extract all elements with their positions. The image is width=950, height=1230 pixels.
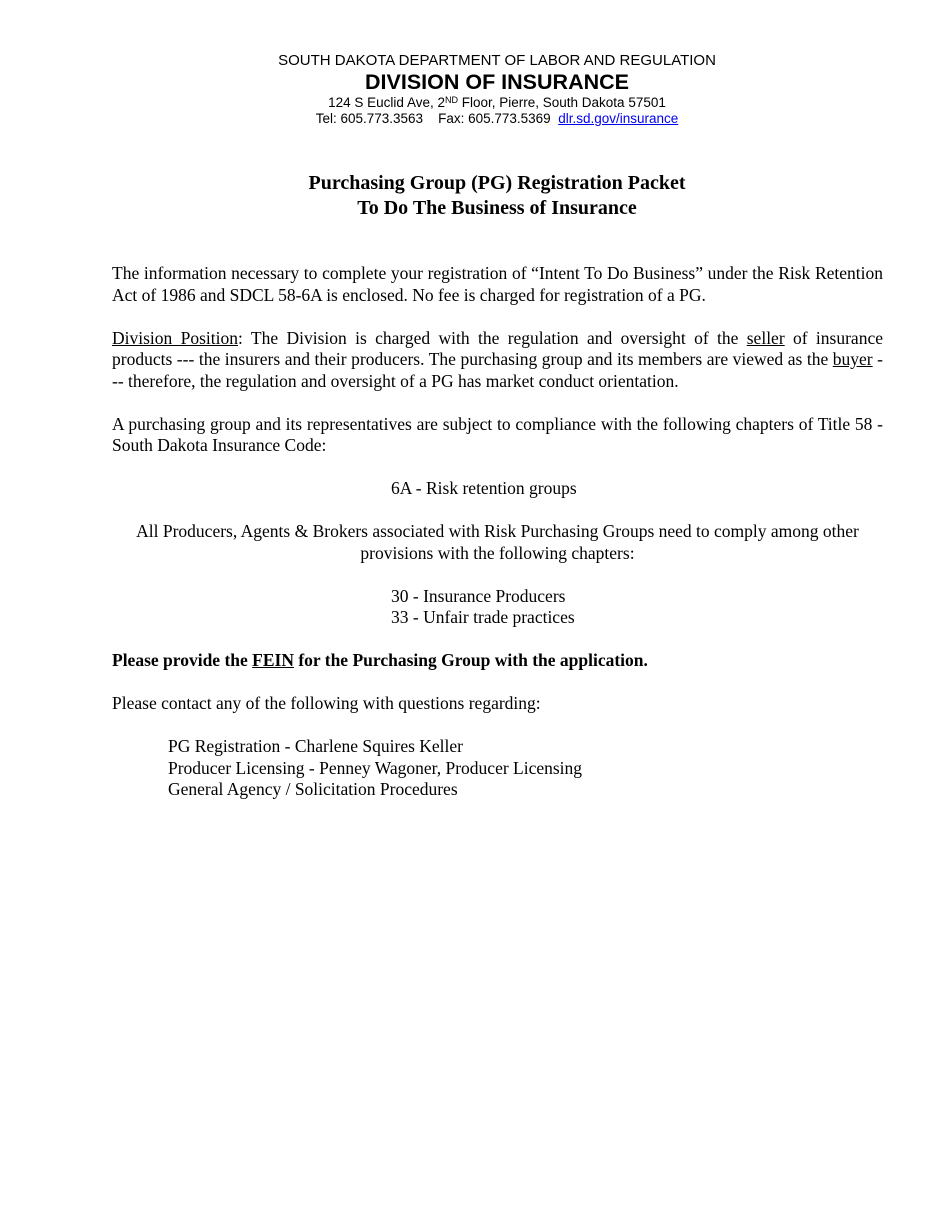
- seller-term: seller: [746, 327, 785, 348]
- contact-list: [112, 736, 883, 801]
- chapter-item: 30 - Insurance Producers: [391, 585, 566, 606]
- producers-intro: All Producers, Agents & Brokers associated with Risk Purchasing Groups need to comply among other provisions with the following chapters:: [136, 521, 859, 563]
- intro-paragraph: The information necessary to complete your registration of “Intent To Do Business” under the Risk Retention Act of 1986 and SDCL 58-6A is enclosed. No fee is charged for registration of a PG.: [112, 263, 883, 305]
- document-body: [112, 263, 883, 801]
- compliance-chapter-list: [112, 478, 883, 500]
- address: [0, 95, 950, 111]
- compliance-intro: A purchasing group and its representatives are subject to compliance with the following chapters of Title 58 - South Dakota Insurance Code:: [112, 413, 883, 455]
- document-title: [0, 171, 950, 221]
- contact-intro: Please contact any of the following with questions regarding:: [112, 693, 541, 713]
- website-link[interactable]: dlr.sd.gov/insurance: [558, 111, 679, 126]
- buyer-term: buyer: [832, 349, 873, 369]
- contact-item: Producer Licensing - Penney Wagoner, Producer Licensing: [168, 757, 583, 778]
- fax: Fax: 605.773.5369: [438, 111, 551, 126]
- address-prefix: 124 S Euclid Ave, 2: [328, 95, 445, 110]
- contact-line: [0, 111, 950, 127]
- letterhead: [0, 52, 950, 127]
- division-position-text-2: of insurance products --- the insurers and their producers. The purchasing group and its members are viewed as the: [112, 327, 883, 369]
- division-position-label: Division Position: [112, 327, 239, 348]
- title-line-2: To Do The Business of Insurance: [357, 197, 637, 219]
- contact-item: General Agency / Solicitation Procedures: [168, 779, 458, 799]
- address-superscript: ND: [444, 95, 458, 105]
- fein-notice-prefix: Please provide the: [112, 650, 253, 670]
- chapter-item: 33 - Unfair trade practices: [391, 607, 575, 627]
- telephone: Tel: 605.773.3563: [315, 111, 424, 126]
- chapter-item: 6A - Risk retention groups: [391, 478, 577, 498]
- title-line-1: Purchasing Group (PG) Registration Packet: [308, 172, 686, 194]
- division-name: DIVISION OF INSURANCE: [365, 70, 629, 94]
- fein-notice-suffix: for the Purchasing Group with the application.: [293, 650, 648, 670]
- division-position-text-3: --- therefore, the regulation and oversight of a PG has market conduct orientation.: [112, 349, 883, 391]
- fein-notice: [112, 650, 883, 672]
- contact-item: PG Registration - Charlene Squires Keller: [168, 736, 464, 756]
- division-position-text-1: : The Division is charged with the regulation and oversight of the: [238, 327, 747, 348]
- department-name: SOUTH DAKOTA DEPARTMENT OF LABOR AND REGULATION: [278, 52, 716, 69]
- producer-chapter-list: [112, 586, 883, 629]
- division-position-paragraph: [112, 328, 883, 393]
- address-suffix: Floor, Pierre, South Dakota 57501: [457, 95, 666, 110]
- fein-term: FEIN: [252, 650, 294, 670]
